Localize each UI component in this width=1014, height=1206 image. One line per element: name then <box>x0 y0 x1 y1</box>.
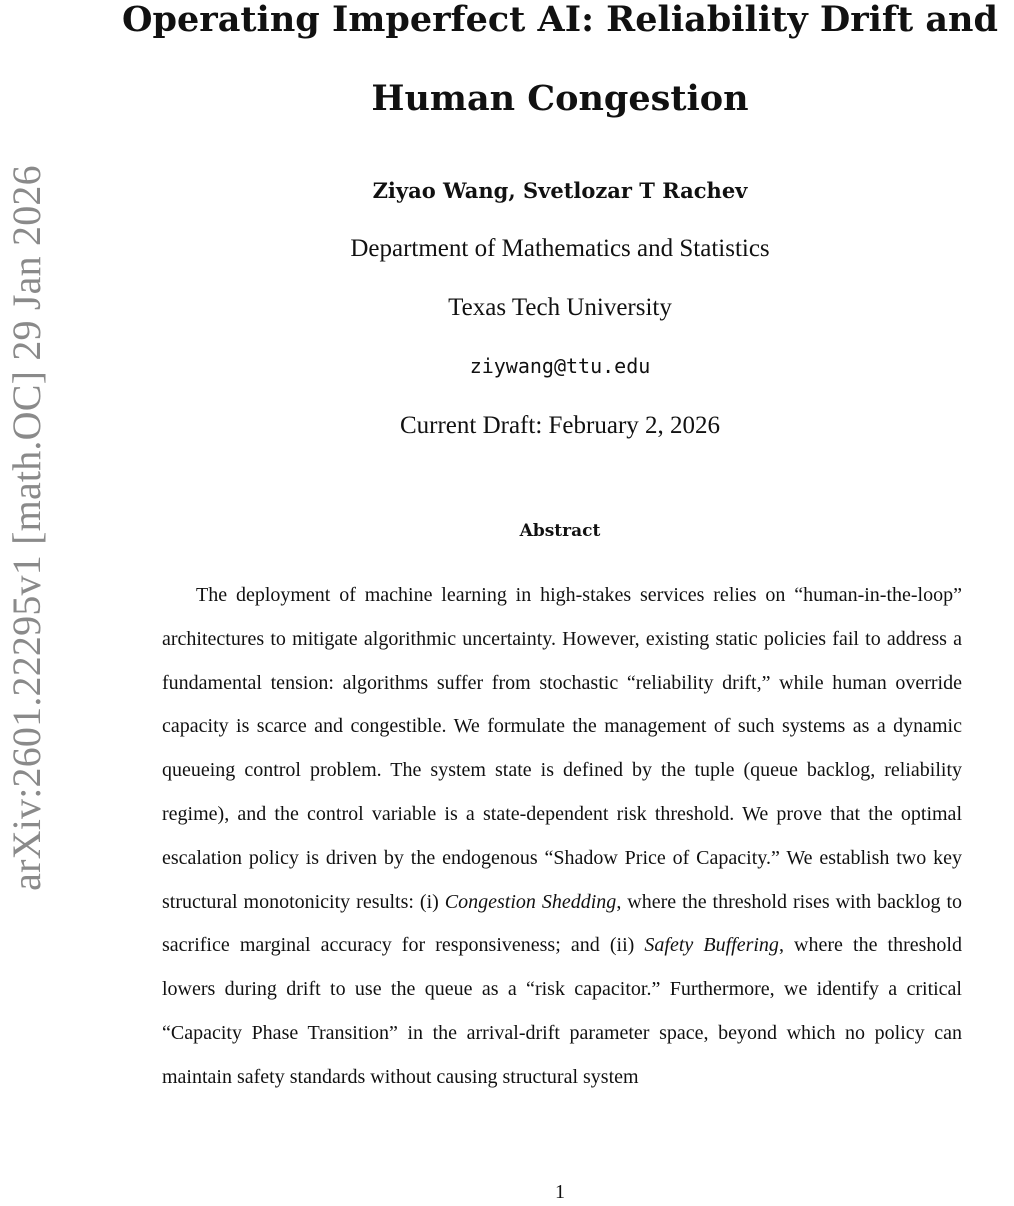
abstract-paragraph <box>162 574 962 1100</box>
paper-title <box>100 0 1014 138</box>
abstract-text-part-1: The deployment of machine learning in high-stakes services relies on “human-in-the-loop” architectures to mitigate algorithmic uncertainty. However, existing static policies fail to address a fundamental tension: algorithms suffer from stochastic “reliability drift,” while human override capacity is scarce and congestible. We formulate the management of such systems as a dynamic queueing control problem. The system state is defined by the tuple (queue backlog, reliability regime), and the control variable is a state-dependent risk threshold. We prove that the optimal escalation policy is driven by the endogenous “Shadow Price of Capacity.” We establish two key structural monotonicity results: (i) <box>162 584 962 913</box>
abstract-term-safety-buffering: Safety Buffering <box>644 934 779 957</box>
paper-title-line-2: Human Congestion <box>371 78 749 119</box>
abstract-text-part-3: , where the threshold lowers during drift to use the queue as a “risk capacitor.” Furthermore, we identify a critical “Capacity Phase Transition” in the arrival-drift parameter space, beyond which no policy can maintain safety standards without causing structural system <box>162 934 962 1088</box>
abstract-heading: Abstract <box>519 521 601 541</box>
author-university: Texas Tech University <box>448 294 672 321</box>
arxiv-identifier-stamp: arXiv:2601.22295v1 [math.OC] 29 Jan 2026 <box>4 165 49 891</box>
abstract-text-part-2: , where the threshold rises with backlog to sacrifice marginal accuracy for responsiveness; and (ii) <box>162 890 963 957</box>
author-department: Department of Mathematics and Statistics <box>350 235 770 262</box>
draft-date: Current Draft: February 2, 2026 <box>399 412 721 439</box>
author-list: Ziyao Wang, Svetlozar T Rachev <box>372 178 748 203</box>
page-number: 1 <box>555 1181 565 1203</box>
paper-title-line-1: Operating Imperfect AI: Reliability Drift and <box>122 0 998 40</box>
abstract-term-congestion-shedding: Congestion Shedding <box>444 890 617 913</box>
author-email: ziywang@ttu.edu <box>469 354 651 378</box>
